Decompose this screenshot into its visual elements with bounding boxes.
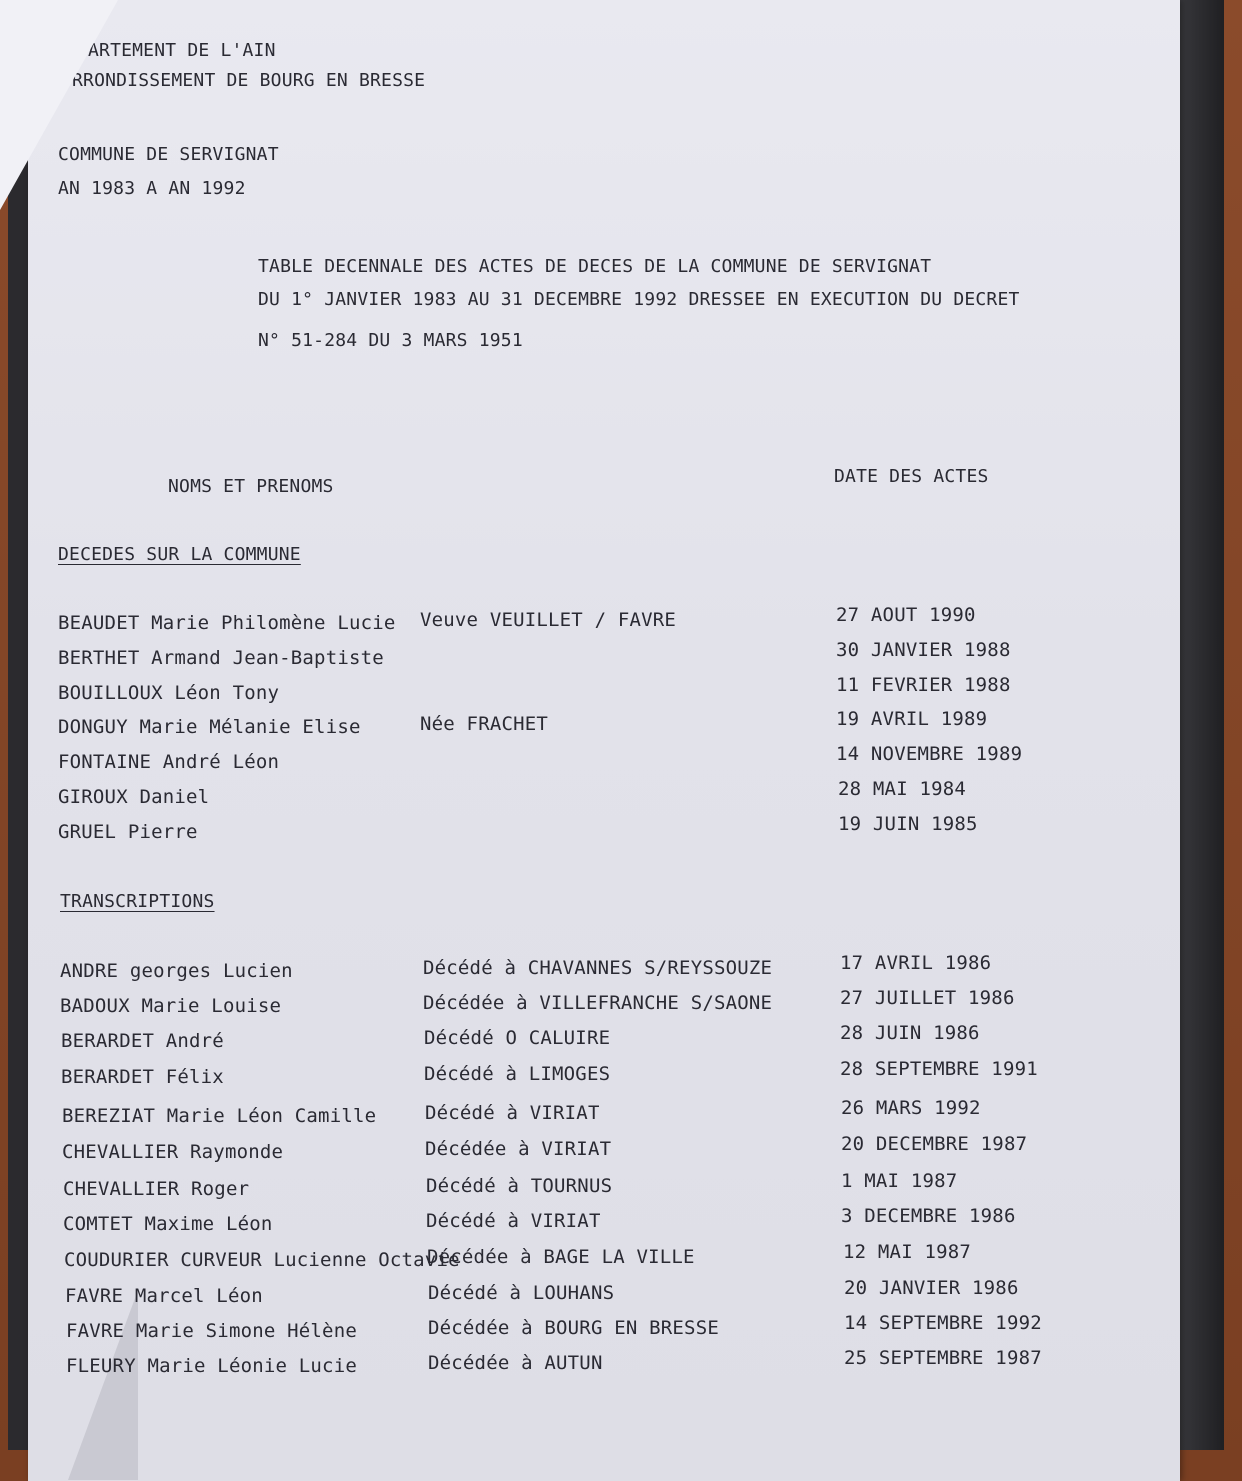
entry-note: Décédée à VIRIAT xyxy=(425,1138,612,1160)
entry-date: 28 MAI 1984 xyxy=(838,778,967,800)
entry-date: 12 MAI 1987 xyxy=(843,1241,972,1263)
entry-name: BADOUX Marie Louise xyxy=(60,995,282,1017)
entry-name: FLEURY Marie Léonie Lucie xyxy=(66,1355,357,1377)
folded-page-corner xyxy=(0,0,118,210)
section-heading-transcriptions: TRANSCRIPTIONS xyxy=(60,891,215,912)
entry-date: 1 MAI 1987 xyxy=(841,1170,958,1192)
entry-note: Décédé à CHAVANNES S/REYSSOUZE xyxy=(423,957,773,979)
entry-name: ANDRE georges Lucien xyxy=(60,960,293,982)
entry-date: 20 JANVIER 1986 xyxy=(844,1277,1019,1299)
entry-date: 28 SEPTEMBRE 1991 xyxy=(840,1058,1038,1080)
entry-name: BERTHET Armand Jean-Baptiste xyxy=(58,647,384,669)
departement-line: ARTEMENT DE L'AIN xyxy=(88,40,276,61)
entry-name: GRUEL Pierre xyxy=(58,821,198,843)
entry-note: Décédée à BOURG EN BRESSE xyxy=(428,1317,719,1339)
entry-name: BEREZIAT Marie Léon Camille xyxy=(62,1105,377,1127)
entry-note: Décédé O CALUIRE xyxy=(424,1027,611,1049)
entry-name: GIROUX Daniel xyxy=(58,786,210,808)
entry-note: Décédé à TOURNUS xyxy=(426,1175,613,1197)
entry-date: 3 DECEMBRE 1986 xyxy=(841,1205,1016,1227)
entry-name: FAVRE Marcel Léon xyxy=(65,1285,263,1307)
entry-note: Décédée à AUTUN xyxy=(428,1352,603,1374)
document-title-line-1: TABLE DECENNALE DES ACTES DE DECES DE LA COMMUNE DE SERVIGNAT xyxy=(258,256,932,277)
entry-name: FONTAINE André Léon xyxy=(58,751,280,773)
column-header-names: NOMS ET PRENOMS xyxy=(168,476,334,497)
entry-date: 20 DECEMBRE 1987 xyxy=(841,1133,1028,1155)
entry-date: 17 AVRIL 1986 xyxy=(840,952,992,974)
entry-note: Décédée à VILLEFRANCHE S/SAONE xyxy=(423,992,773,1014)
column-header-dates: DATE DES ACTES xyxy=(834,466,989,487)
entry-name: DONGUY Marie Mélanie Elise xyxy=(58,716,361,738)
entry-date: 25 SEPTEMBRE 1987 xyxy=(844,1347,1042,1369)
entry-name: BERARDET André xyxy=(61,1030,224,1052)
entry-note: Veuve VEUILLET / FAVRE xyxy=(420,609,677,631)
entry-name: FAVRE Marie Simone Hélène xyxy=(66,1320,357,1342)
entry-date: 14 NOVEMBRE 1989 xyxy=(836,743,1023,765)
entry-date: 27 AOUT 1990 xyxy=(836,604,976,626)
entry-name: BOUILLOUX Léon Tony xyxy=(58,682,280,704)
entry-note: Décédé à LIMOGES xyxy=(424,1063,611,1085)
entry-name: COUDURIER CURVEUR Lucienne Octavie xyxy=(64,1249,460,1271)
entry-name: BERARDET Félix xyxy=(61,1066,224,1088)
entry-name: COMTET Maxime Léon xyxy=(63,1213,273,1235)
entry-note: Décédée à BAGE LA VILLE xyxy=(427,1246,695,1268)
entry-date: 30 JANVIER 1988 xyxy=(836,639,1011,661)
period-line: AN 1983 A AN 1992 xyxy=(58,178,246,199)
commune-line: COMMUNE DE SERVIGNAT xyxy=(58,144,279,165)
section-heading-deaths: DECEDES SUR LA COMMUNE xyxy=(58,544,301,565)
entry-date: 26 MARS 1992 xyxy=(841,1097,981,1119)
entry-date: 27 JUILLET 1986 xyxy=(840,987,1015,1009)
document-title-line-2: DU 1° JANVIER 1983 AU 31 DECEMBRE 1992 DRESSEE EN EXECUTION DU DECRET xyxy=(258,289,1020,310)
entry-date: 28 JUIN 1986 xyxy=(840,1022,980,1044)
entry-date: 11 FEVRIER 1988 xyxy=(836,674,1011,696)
arrondissement-line: RRONDISSEMENT DE BOURG EN BRESSE xyxy=(72,70,426,91)
entry-name: CHEVALLIER Raymonde xyxy=(62,1141,284,1163)
entry-name: BEAUDET Marie Philomène Lucie xyxy=(58,612,396,634)
entry-note: Décédé à VIRIAT xyxy=(425,1102,600,1124)
entry-note: Née FRACHET xyxy=(420,713,549,735)
document-title-line-3: N° 51-284 DU 3 MARS 1951 xyxy=(258,330,523,351)
folded-page-edge xyxy=(68,1290,138,1480)
document-page xyxy=(28,0,1180,1481)
entry-note: Décédé à VIRIAT xyxy=(426,1210,601,1232)
entry-note: Décédé à LOUHANS xyxy=(428,1282,615,1304)
entry-date: 19 AVRIL 1989 xyxy=(836,708,988,730)
entry-date: 14 SEPTEMBRE 1992 xyxy=(844,1312,1042,1334)
entry-date: 19 JUIN 1985 xyxy=(838,813,978,835)
binder-spine xyxy=(1176,0,1224,1450)
entry-name: CHEVALLIER Roger xyxy=(63,1178,250,1200)
